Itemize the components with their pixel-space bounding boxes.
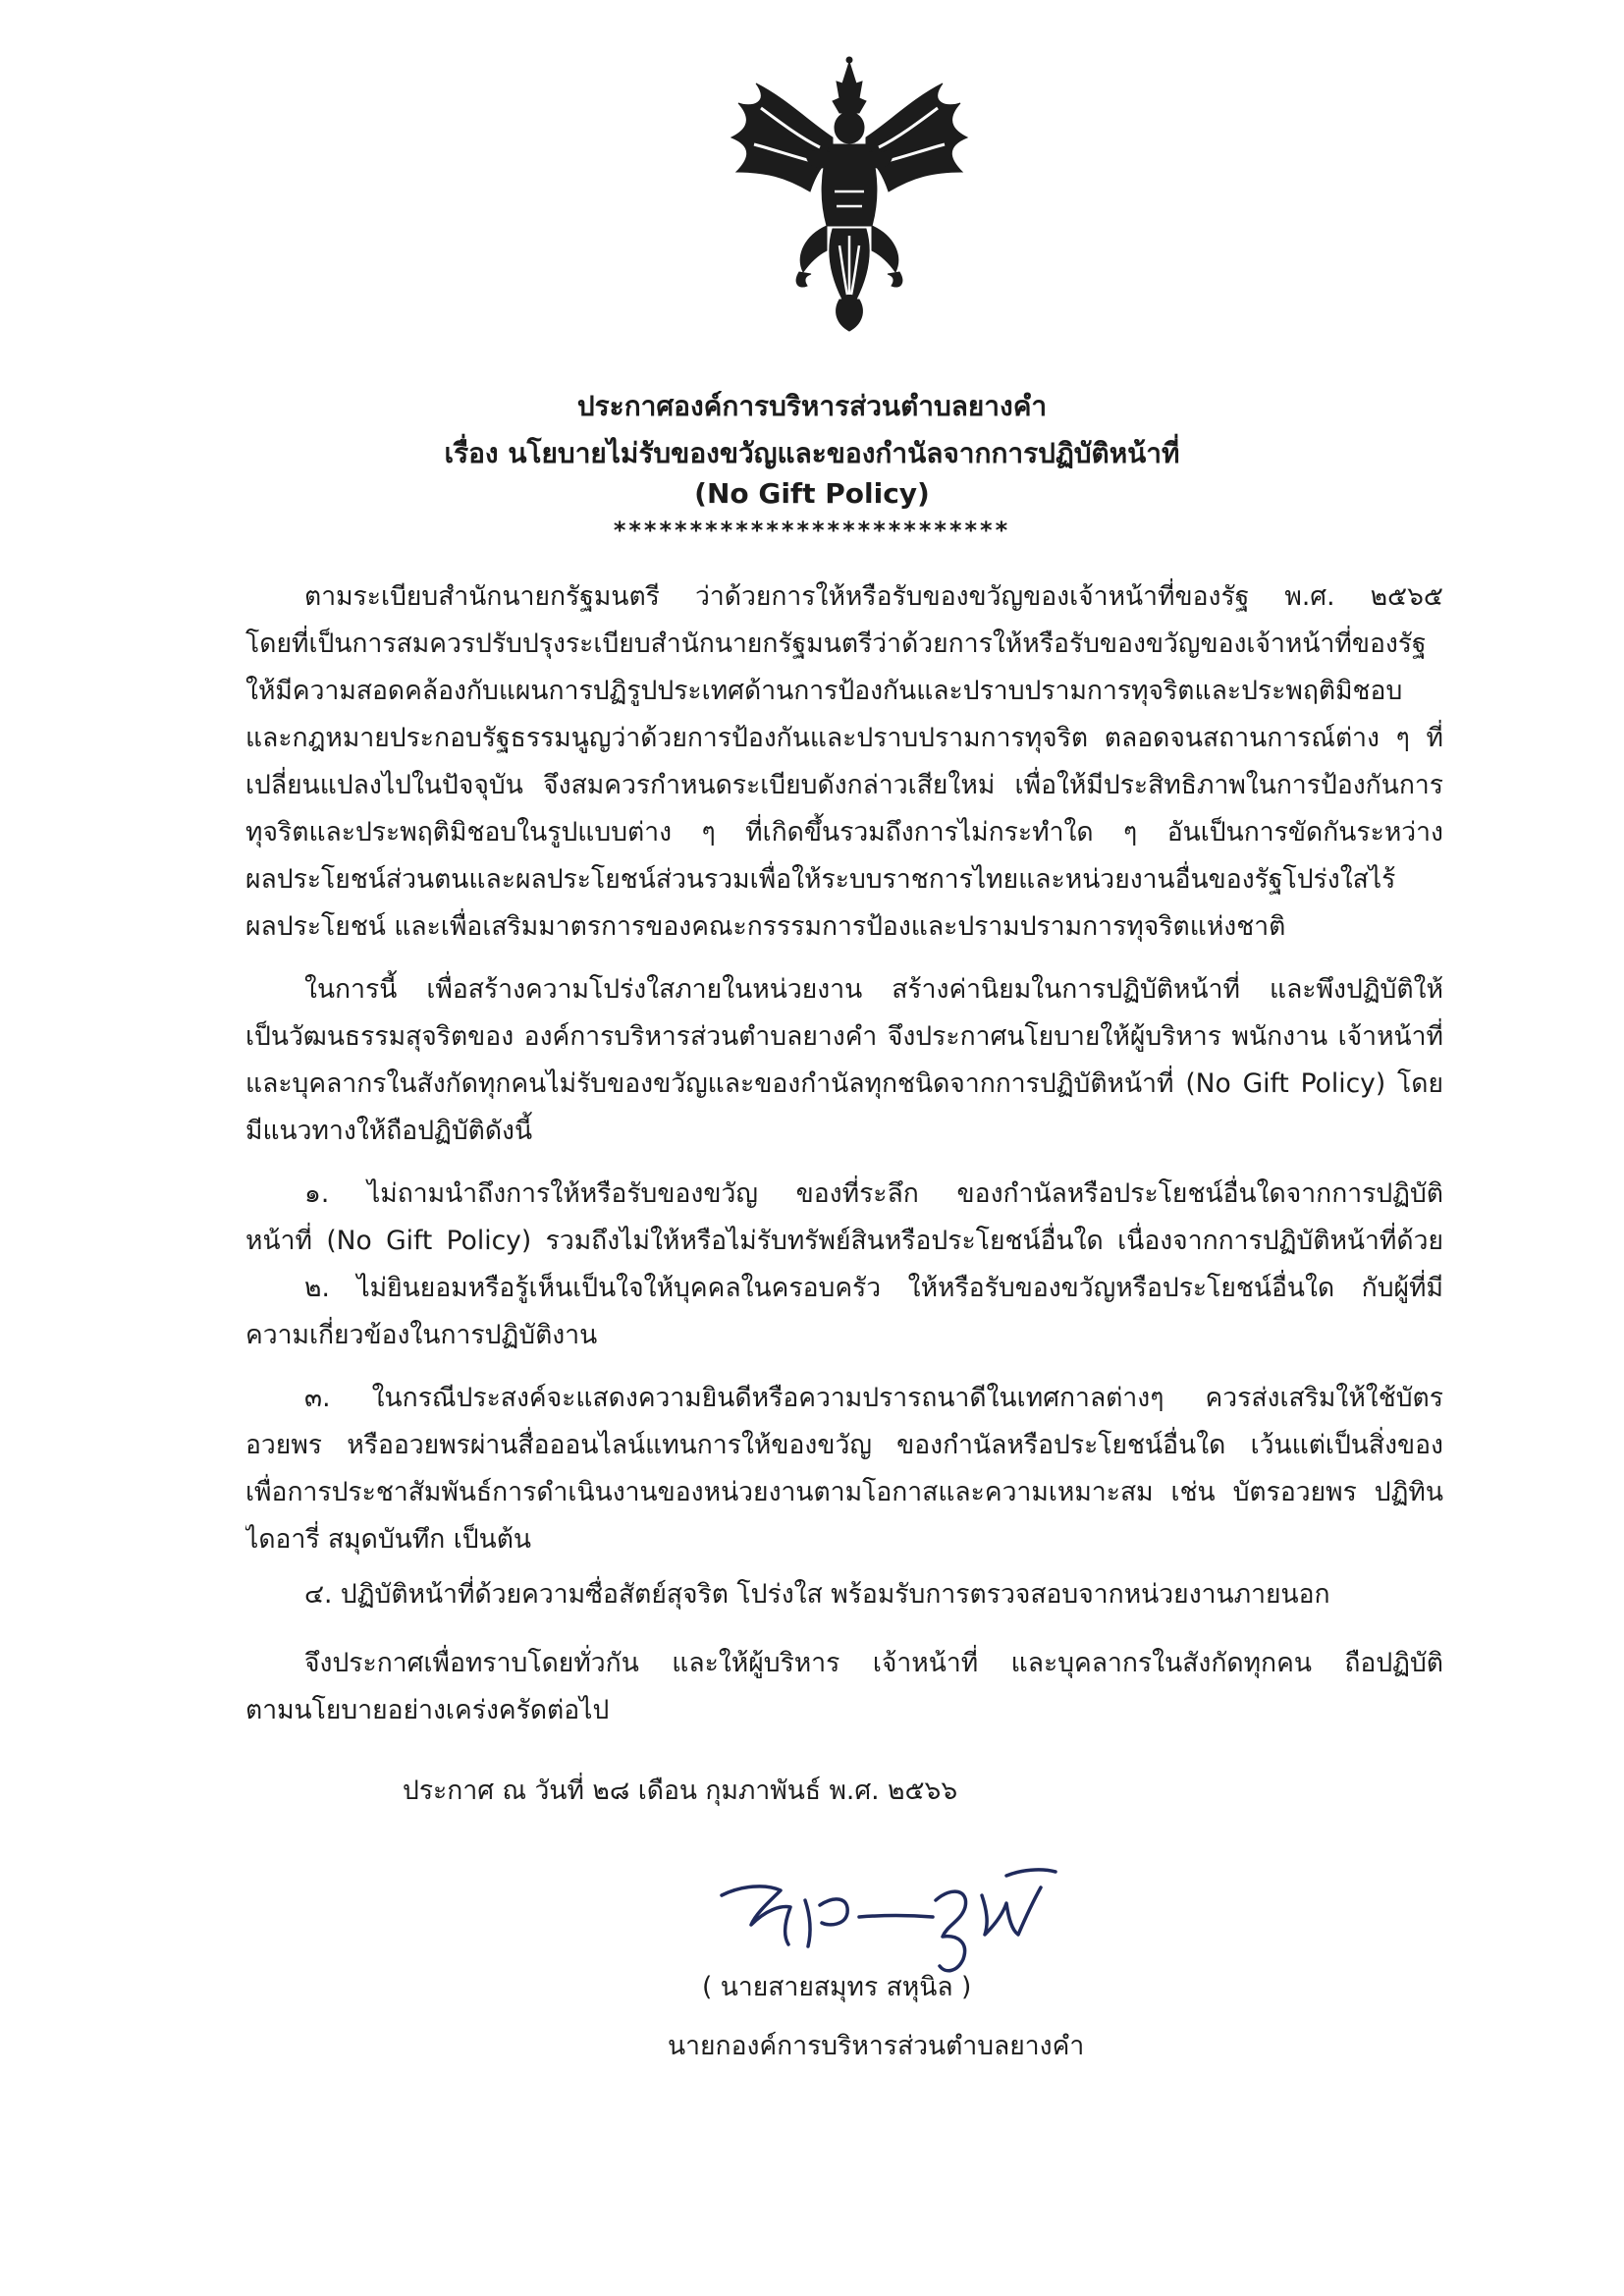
body-line: ความเกี่ยวข้องในการปฏิบัติงาน [245, 1320, 598, 1350]
closing-line: จึงประกาศเพื่อทราบโดยทั่วกัน และให้ผู้บริหาร เจ้าหน้าที่ และบุคลากรในสังกัดทุกคน ถือปฏิบัติ [304, 1648, 1443, 1678]
body-line: โดยที่เป็นการสมควรปรับปรุงระเบียบสำนักนายกรัฐมนตรีว่าด้วยการให้หรือรับของขวัญของเจ้าหน้าที่ของรัฐ [245, 629, 1427, 659]
body-line: เพื่อการประชาสัมพันธ์การดำเนินงานของหน่วยงานตามโอกาสและความเหมาะสม เช่น บัตรอวยพร ปฏิทิน [245, 1477, 1443, 1507]
body-line: ทุจริตและประพฤติมิชอบในรูปแบบต่าง ๆ ที่เกิดขึ้นรวมถึงการไม่กระทำใด ๆ อันเป็นการขัดกันระหว่าง [245, 817, 1443, 847]
policy-item-4: ๔. ปฏิบัติหน้าที่ด้วยความซื่อสัตย์สุจริต โปร่งใส พร้อมรับการตรวจสอบจากหน่วยงานภายนอก [304, 1579, 1330, 1610]
body-line: ผลประโยชน์ส่วนตนและผลประโยชน์ส่วนรวมเพื่อให้ระบบราชการไทยและหน่วยงานอื่นของรัฐโปร่งใสไร้ [245, 864, 1396, 895]
body-line: และบุคลากรในสังกัดทุกคนไม่รับของขวัญและของกำนัลทุกชนิดจากการปฏิบัติหน้าที่ (No Gift Policy) โดย [245, 1068, 1443, 1099]
signer-title: นายกองค์การบริหารส่วนตำบลยางคำ [668, 2031, 1085, 2061]
body-line: และกฎหมายประกอบรัฐธรรมนูญว่าด้วยการป้องกันและปราบปรามการทุจริต ตลอดจนสถานการณ์ต่าง ๆ ที่ [245, 723, 1443, 753]
title-separator: ************************** [613, 517, 1011, 544]
body-line: ให้มีความสอดคล้องกับแผนการปฏิรูปประเทศด้านการป้องกันและปราบปรามการทุจริตและประพฤติมิชอบ [245, 676, 1403, 706]
body-line: เปลี่ยนแปลงไปในปัจจุบัน จึงสมควรกำหนดระเบียบดังกล่าวเสียใหม่ เพื่อให้มีประสิทธิภาพในการป้องกันการ [245, 770, 1443, 800]
policy-item-1: ๑. ไม่ถามนำถึงการให้หรือรับของขวัญ ของที่ระลึก ของกำนัลหรือประโยชน์อื่นใดจากการปฏิบัติ [304, 1178, 1443, 1209]
announcement-subtitle: (No Gift Policy) [694, 477, 930, 510]
closing-line: ตามนโยบายอย่างเคร่งครัดต่อไป [245, 1695, 610, 1725]
policy-item-2: ๒. ไม่ยินยอมหรือรู้เห็นเป็นใจให้บุคคลในครอบครัว ให้หรือรับของขวัญหรือประโยชน์อื่นใด กับผู้ที่มี [304, 1273, 1443, 1303]
body-line: หน้าที่ (No Gift Policy) รวมถึงไม่ให้หรือไม่รับทรัพย์สินหรือประโยชน์อื่นใด เนื่องจากการปฏิบัติหน้าที่ด้วย [245, 1226, 1443, 1256]
garuda-emblem-icon [717, 54, 982, 349]
announcement-subject: เรื่อง นโยบายไม่รับของขวัญและของกำนัลจากการปฏิบัติหน้าที่ [444, 437, 1180, 469]
body-line: ไดอารี่ สมุดบันทึก เป็นต้น [245, 1524, 532, 1555]
announcement-title: ประกาศองค์การบริหารส่วนตำบลยางคำ [576, 390, 1048, 422]
body-line: ตามระเบียบสำนักนายกรัฐมนตรี ว่าด้วยการให้หรือรับของขวัญของเจ้าหน้าที่ของรัฐ พ.ศ. ๒๕๖๕ [304, 581, 1443, 612]
policy-item-3: ๓. ในกรณีประสงค์จะแสดงความยินดีหรือความปรารถนาดีในเทศกาลต่างๆ ควรส่งเสริมให้ใช้บัตร [304, 1383, 1443, 1413]
body-line: มีแนวทางให้ถือปฏิบัติดังนี้ [245, 1116, 533, 1146]
signer-name: ( นายสายสมุทร สหุนิล ) [702, 1972, 972, 2002]
body-line: เป็นวัฒนธรรมสุจริตของ องค์การบริหารส่วนตำบลยางคำ จึงประกาศนโยบายให้ผู้บริหาร พนักงาน เจ้าหน้าที่ [245, 1021, 1443, 1052]
announcement-date: ประกาศ ณ วันที่ ๒๘ เดือน กุมภาพันธ์ พ.ศ. ๒๕๖๖ [403, 1776, 958, 1806]
body-line: อวยพร หรืออวยพรผ่านสื่อออนไลน์แทนการให้ของขวัญ ของกำนัลหรือประโยชน์อื่นใด เว้นแต่เป็นสิ่งของ [245, 1430, 1443, 1460]
body-line: ผลประโยชน์ และเพื่อเสริมมาตรการของคณะกรรรมการป้องและปรามปรามการทุจริตแห่งชาติ [245, 911, 1286, 942]
body-line: ในการนี้ เพื่อสร้างความโปร่งใสภายในหน่วยงาน สร้างค่านิยมในการปฏิบัติหน้าที่ และพึงปฏิบัติให้ [304, 974, 1443, 1005]
